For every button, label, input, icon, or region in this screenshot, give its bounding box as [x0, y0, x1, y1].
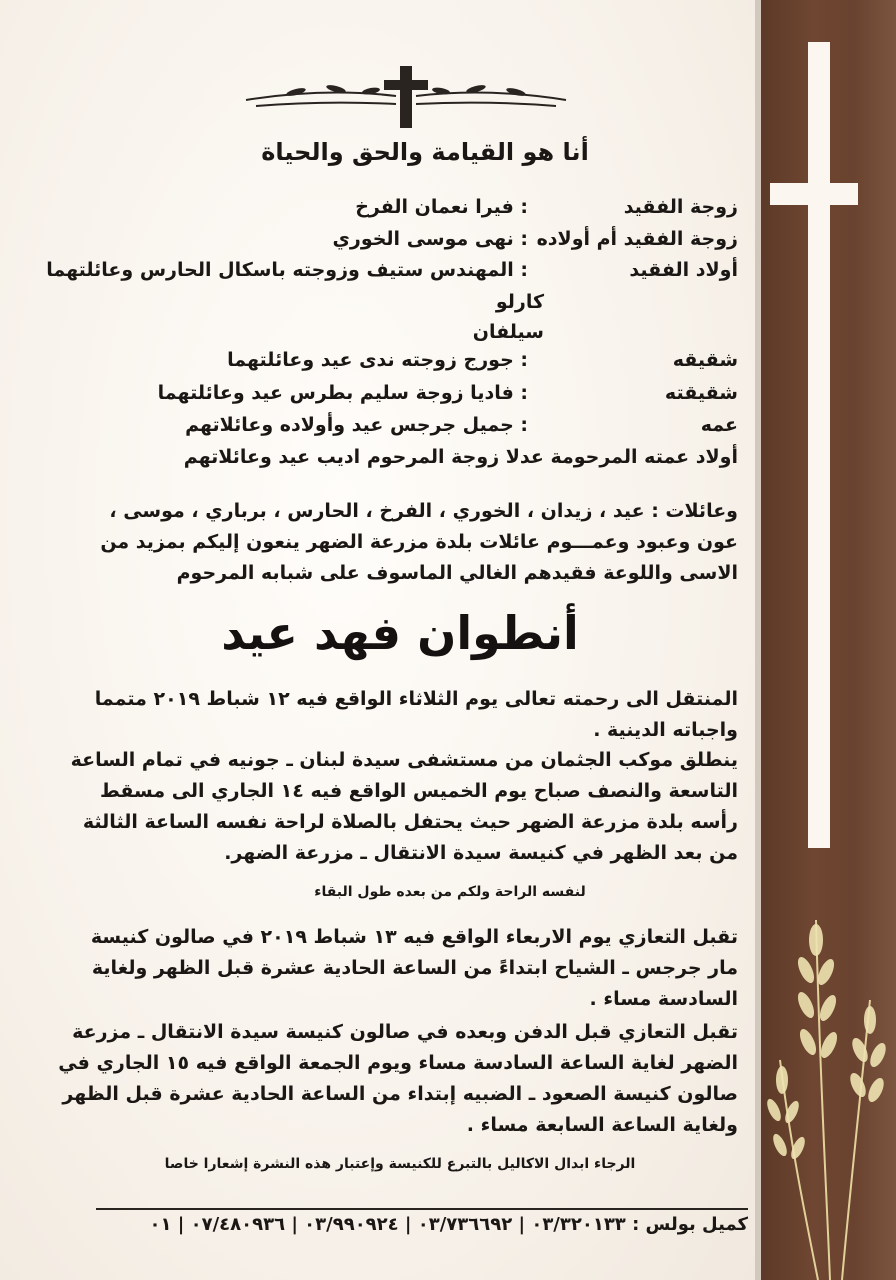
text-line: ولغاية الساعة السابعة مساء .	[466, 1114, 738, 1136]
mourner-row	[46, 259, 738, 291]
mourner-row	[80, 446, 738, 478]
mourner-row	[80, 196, 738, 228]
text-line: تقبل التعازي يوم الاربعاء الواقع فيه ١٣ شباط ٢٠١٩ في صالون كنيسة	[90, 926, 738, 948]
funeral-convoy-paragraph	[70, 745, 738, 869]
families-paragraph	[80, 496, 738, 589]
cross-icon-bar	[770, 183, 858, 205]
deceased-name: أنطوان فهد عيد	[221, 606, 579, 660]
contact-line: كميل بولس : ٠٣/٣٢٠١٣٣ | ٠٣/٧٣٦٦٩٢ | ٠٣/٩٩٠٩٢٤ | ٠٧/٤٨٠٩٣٦ | ٠١	[149, 1214, 748, 1235]
text-line: الضهر لغاية الساعة السادسة مساء ويوم الجمعة الواقع فيه ١٥ الجاري في	[58, 1052, 738, 1074]
cousins-line: أولاد عمته المرحومة عدلا زوجة المرحوم اديب عيد وعائلاتهم	[183, 446, 738, 468]
mourner-label: شقيقه	[672, 349, 738, 371]
rest-line: لنفسه الراحة ولكم من بعده طول البقاء	[314, 884, 586, 900]
text-line: مار جرجس ـ الشياح ابتداءً من الساعة الحادية عشرة قبل الظهر ولغاية	[91, 957, 738, 979]
mourner-value: : فيرا نعمان الفرخ	[355, 196, 528, 218]
mourner-value: : نهى موسى الخوري	[332, 228, 528, 250]
text-line: واجباته الدينية .	[593, 719, 738, 741]
text-line: من بعد الظهر في كنيسة سيدة الانتقال ـ مزرعة الضهر.	[224, 842, 738, 864]
verse-heading: أنا هو القيامة والحق والحياة	[261, 138, 589, 166]
text-line: الاسى واللوعة فقيدهم الغالي الماسوف على شبابه المرحوم	[176, 562, 738, 584]
text-line: التاسعة والنصف صباح يوم الخميس الواقع فيه ١٤ الجاري الى مسقط	[99, 780, 738, 802]
mourner-row	[80, 382, 738, 414]
divider	[96, 1208, 748, 1210]
cross-ornament-icon	[236, 62, 576, 132]
mourner-label: أولاد الفقيد	[629, 259, 738, 281]
text-line: صالون كنيسة الصعود ـ الضبيه إبتداء من الساعة الحادية عشرة قبل الظهر	[62, 1083, 738, 1105]
mourner-value: : جميل جرجس عيد وأولاده وعائلاتهم	[185, 414, 528, 436]
mourner-value: : المهندس ستيف وزوجته باسكال الحارس وعائلتهما	[46, 259, 528, 281]
mourner-row	[80, 291, 738, 323]
mourner-row	[80, 414, 738, 446]
wreath-notice: الرجاء ابدال الاكاليل بالتبرع للكنيسة وإعتبار هذه النشرة إشعارا خاصا	[164, 1156, 636, 1172]
condolences-paragraph-2	[58, 1017, 738, 1141]
mourner-label: شقيقته	[664, 382, 738, 404]
mourner-value: كارلو	[495, 291, 544, 313]
text-line: السادسة مساء .	[589, 988, 738, 1010]
mourner-row	[80, 349, 738, 381]
cross-icon	[808, 42, 830, 848]
text-line: رأسه بلدة مزرعة الضهر حيث يحتفل بالصلاة لراحة نفسه الساعة الثالثة	[82, 811, 738, 833]
text-line: وعائلات : عيد ، زيدان ، الخوري ، الفرخ ، الحارس ، برباري ، موسى ،	[109, 500, 738, 522]
wheat-icon	[760, 880, 896, 1280]
text-line: تقبل التعازي قبل الدفن وبعده في صالون كنيسة سيدة الانتقال ـ مزرعة	[72, 1021, 738, 1043]
mourner-value: سيلفان	[472, 321, 544, 343]
mourner-value: : جورج زوجته ندى عيد وعائلتهما	[227, 349, 528, 371]
mourner-row	[80, 228, 738, 260]
mourner-value: : فاديا زوجة سليم بطرس عيد وعائلتهما	[157, 382, 528, 404]
mourner-label: عمه	[700, 414, 738, 436]
mourner-label: زوجة الفقيد أم أولاده	[536, 228, 738, 250]
text-line: ينطلق موكب الجثمان من مستشفى سيدة لبنان ـ جونيه في تمام الساعة	[70, 749, 738, 771]
death-paragraph	[80, 684, 738, 746]
mourner-label: زوجة الفقيد	[623, 196, 738, 218]
text-line: المنتقل الى رحمته تعالى يوم الثلاثاء الواقع فيه ١٢ شباط ٢٠١٩ متمما	[94, 688, 738, 710]
condolences-paragraph-1	[80, 922, 738, 1015]
text-line: عون وعبود وعمـــوم عائلات بلدة مزرعة الضهر ينعون إليكم بمزيد من	[100, 531, 738, 553]
